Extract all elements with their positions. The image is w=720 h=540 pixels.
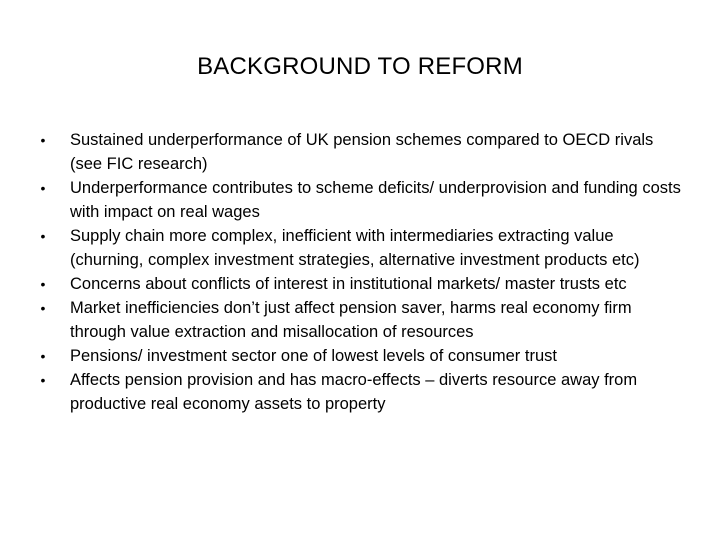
bullet-dot-icon: • xyxy=(40,276,46,292)
bullet-dot-icon: • xyxy=(40,372,46,388)
bullet-dot-icon: • xyxy=(40,300,46,316)
bullet-item xyxy=(36,296,686,344)
bullet-text: Supply chain more complex, inefficient with intermediaries extracting value (churning, complex investment strategies, alternative investment products etc) xyxy=(70,227,640,269)
bullet-text: Pensions/ investment sector one of lowest levels of consumer trust xyxy=(70,347,557,365)
bullet-dot-icon: • xyxy=(40,228,46,244)
bullet-item xyxy=(36,368,686,416)
bullet-list xyxy=(36,128,686,416)
bullet-item xyxy=(36,272,686,296)
bullet-item xyxy=(36,224,686,272)
bullet-dot-icon: • xyxy=(40,348,46,364)
bullet-text: Concerns about conflicts of interest in institutional markets/ master trusts etc xyxy=(70,275,627,293)
bullet-item xyxy=(36,128,686,176)
bullet-item xyxy=(36,344,686,368)
bullet-text: Underperformance contributes to scheme deficits/ underprovision and funding costs with impact on real wages xyxy=(70,179,681,221)
bullet-text: Affects pension provision and has macro-effects – diverts resource away from productive real economy assets to property xyxy=(70,371,638,413)
bullet-text: Market inefficiencies don’t just affect pension saver, harms real economy firm through value extraction and misallocation of resources xyxy=(70,299,632,341)
bullet-text: Sustained underperformance of UK pension schemes compared to OECD rivals (see FIC research) xyxy=(70,131,654,173)
bullet-dot-icon: • xyxy=(40,180,46,196)
bullet-dot-icon: • xyxy=(40,132,46,148)
bullet-item xyxy=(36,176,686,224)
slide-title: BACKGROUND TO REFORM xyxy=(197,53,523,80)
